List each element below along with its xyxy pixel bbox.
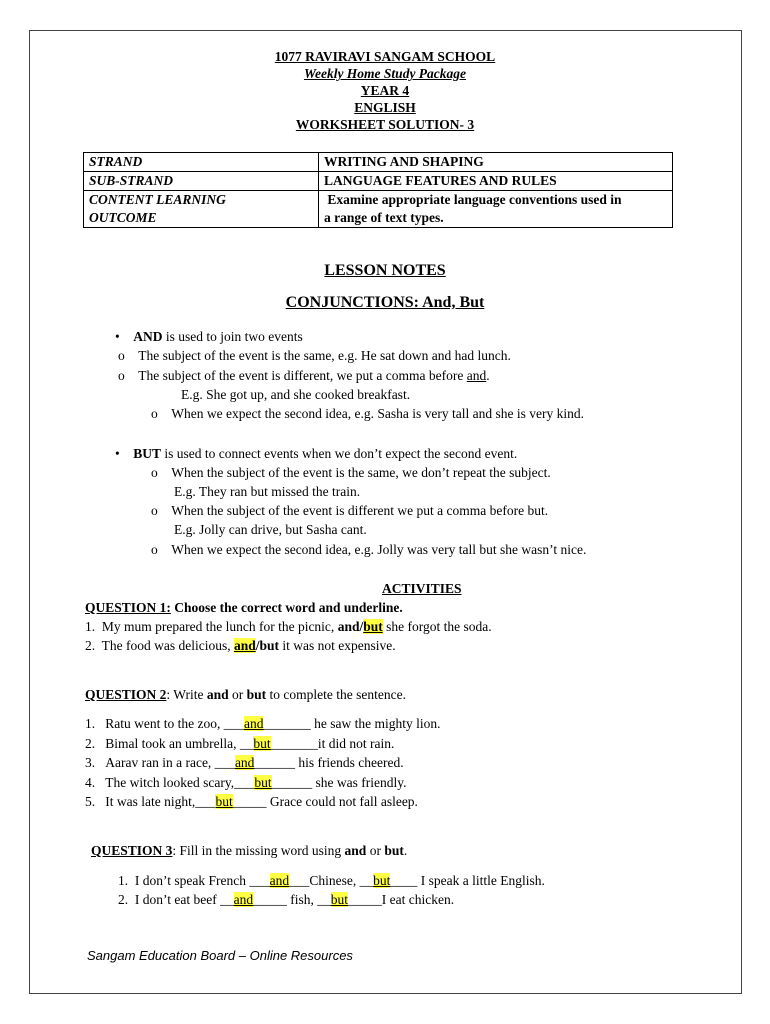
strand-table bbox=[83, 152, 673, 228]
question-3-item-2 bbox=[118, 891, 454, 908]
item-answer: but bbox=[253, 736, 271, 751]
item-answer: and bbox=[234, 755, 255, 770]
question-1-heading bbox=[85, 599, 403, 616]
q2-text-c: to complete the sentence. bbox=[266, 687, 406, 702]
outcome-label-line-1: CONTENT LEARNING bbox=[84, 191, 319, 210]
outcome-value-line-1: Examine appropriate language conventions used in bbox=[319, 191, 673, 210]
bullet-icon: • bbox=[115, 329, 134, 344]
q3-item-1-answer-2: but bbox=[373, 873, 391, 888]
item-text: The witch looked scary,___ bbox=[105, 775, 255, 790]
worksheet-title: WORKSHEET SOLUTION- 3 bbox=[295, 117, 475, 132]
substrand-value: LANGUAGE FEATURES AND RULES bbox=[319, 172, 673, 191]
question-1-item-1 bbox=[85, 618, 492, 635]
item-text: It was late night,___ bbox=[105, 794, 216, 809]
circle-bullet-icon: o bbox=[151, 406, 172, 421]
q1-item-2-end: it was not expensive. bbox=[279, 638, 396, 653]
item-answer: but bbox=[254, 775, 272, 790]
and-sub-3-text: When we expect the second idea, e.g. Sasha is very tall and she is very kind. bbox=[171, 406, 584, 421]
activities-title: ACTIVITIES bbox=[382, 581, 462, 596]
but-example-2: E.g. Jolly can drive, but Sasha cant. bbox=[174, 522, 367, 537]
q3-item-2-answer-1: and bbox=[233, 892, 254, 907]
item-number: 3. bbox=[85, 755, 96, 770]
q1-item-1-answer: but bbox=[363, 619, 383, 634]
item-text-end: ______ she was friendly. bbox=[271, 775, 407, 790]
q3-or: or bbox=[366, 843, 385, 858]
circle-bullet-icon: o bbox=[151, 542, 172, 557]
but-sub-2-text: When the subject of the event is different we put a comma before but. bbox=[171, 503, 549, 518]
question-2-item-1 bbox=[85, 715, 440, 732]
circle-bullet-icon: o bbox=[151, 503, 172, 518]
q3-item-2-answer-2: but bbox=[330, 892, 348, 907]
question-1-label: QUESTION 1: bbox=[85, 600, 171, 615]
item-answer: but bbox=[215, 794, 233, 809]
and-sub-3 bbox=[151, 405, 584, 422]
and-sub-2-underlined: and bbox=[466, 368, 487, 383]
and-keyword: AND bbox=[133, 329, 163, 344]
item-number: 1. bbox=[85, 716, 96, 731]
q3-item-2-text: 2. I don’t eat beef __ bbox=[118, 892, 234, 907]
q3-item-1-end: ____ I speak a little English. bbox=[390, 873, 545, 888]
and-sub-2-text: The subject of the event is different, we put a comma before bbox=[138, 368, 467, 383]
q1-item-1-text: 1. My mum prepared the lunch for the picnic, bbox=[85, 619, 338, 634]
item-text-end: _______ he saw the mighty lion. bbox=[263, 716, 441, 731]
item-text-end: ______ his friends cheered. bbox=[254, 755, 404, 770]
item-text: Ratu went to the zoo, ___ bbox=[105, 716, 244, 731]
question-1-item-2 bbox=[85, 637, 396, 654]
circle-bullet-icon: o bbox=[118, 368, 139, 383]
q2-text-a: : Write bbox=[166, 687, 207, 702]
question-3-label: QUESTION 3 bbox=[91, 843, 173, 858]
and-sub-2 bbox=[118, 367, 490, 384]
q1-item-1-end: she forgot the soda. bbox=[382, 619, 492, 634]
question-2-heading bbox=[85, 686, 406, 703]
q3-text-a: : Fill in the missing word using bbox=[172, 843, 345, 858]
footer-text: Sangam Education Board – Online Resources bbox=[87, 948, 353, 963]
outcome-label-line-2: OUTCOME bbox=[84, 209, 319, 228]
but-keyword: BUT bbox=[133, 446, 161, 461]
but-sub-2 bbox=[151, 502, 548, 519]
and-sub-1 bbox=[118, 347, 511, 364]
lesson-subtitle: CONJUNCTIONS: And, But bbox=[285, 294, 485, 311]
q2-and: and bbox=[206, 687, 229, 702]
item-text-end: _____ Grace could not fall asleep. bbox=[232, 794, 418, 809]
q3-item-1-mid: ___Chinese, __ bbox=[289, 873, 374, 888]
and-rule bbox=[115, 328, 303, 345]
year-label: YEAR 4 bbox=[360, 83, 410, 98]
but-sub-1-text: When the subject of the event is the same, we don’t repeat the subject. bbox=[171, 465, 551, 480]
item-text: Aarav ran in a race, ___ bbox=[105, 755, 235, 770]
q3-item-1-answer-1: and bbox=[269, 873, 290, 888]
and-sub-2-period: . bbox=[486, 368, 490, 383]
bullet-icon: • bbox=[115, 446, 134, 461]
but-rule-text: is used to connect events when we don’t expect the second event. bbox=[161, 446, 518, 461]
circle-bullet-icon: o bbox=[118, 348, 139, 363]
school-name: 1077 RAVIRAVI SANGAM SCHOOL bbox=[274, 49, 496, 64]
question-3-heading bbox=[91, 842, 407, 859]
worksheet-header bbox=[0, 48, 770, 133]
but-sub-3-text: When we expect the second idea, e.g. Jolly was very tall but she wasn’t nice. bbox=[171, 542, 587, 557]
item-number: 2. bbox=[85, 736, 96, 751]
q1-item-2-option-but: /but bbox=[255, 638, 280, 653]
q2-but: but bbox=[246, 687, 267, 702]
and-example: E.g. She got up, and she cooked breakfast. bbox=[181, 387, 411, 402]
q2-or: or bbox=[228, 687, 247, 702]
and-rule-text: is used to join two events bbox=[162, 329, 303, 344]
q3-item-2-end: _____I eat chicken. bbox=[347, 892, 455, 907]
but-example-1: E.g. They ran but missed the train. bbox=[174, 484, 361, 499]
question-2-label: QUESTION 2 bbox=[85, 687, 167, 702]
but-sub-1 bbox=[151, 464, 551, 481]
item-answer: and bbox=[243, 716, 264, 731]
question-1-instruction: Choose the correct word and underline. bbox=[170, 600, 403, 615]
item-text-end: _______it did not rain. bbox=[270, 736, 395, 751]
but-sub-3 bbox=[151, 541, 586, 558]
q1-item-2-answer: and bbox=[233, 638, 256, 653]
item-number: 5. bbox=[85, 794, 96, 809]
question-2-item-2 bbox=[85, 735, 394, 752]
q3-item-1-text: 1. I don’t speak French ___ bbox=[118, 873, 270, 888]
question-2-item-5 bbox=[85, 793, 418, 810]
subject-label: ENGLISH bbox=[354, 100, 416, 115]
q1-item-1-option-and: and/ bbox=[337, 619, 364, 634]
q1-item-2-text: 2. The food was delicious, bbox=[85, 638, 234, 653]
item-text: Bimal took an umbrella, __ bbox=[105, 736, 254, 751]
q3-but: but bbox=[384, 843, 404, 858]
but-rule bbox=[115, 445, 517, 462]
question-3-item-1 bbox=[118, 872, 545, 889]
outcome-value-line-2: a range of text types. bbox=[319, 209, 673, 228]
question-2-item-4 bbox=[85, 774, 406, 791]
strand-label: STRAND bbox=[84, 153, 319, 172]
q3-item-2-mid: _____ fish, __ bbox=[253, 892, 331, 907]
lesson-title: LESSON NOTES bbox=[324, 262, 446, 279]
package-name: Weekly Home Study Package bbox=[303, 66, 467, 81]
question-2-item-3 bbox=[85, 754, 404, 771]
q3-and: and bbox=[344, 843, 367, 858]
circle-bullet-icon: o bbox=[151, 465, 172, 480]
and-sub-1-text: The subject of the event is the same, e.g. He sat down and had lunch. bbox=[138, 348, 511, 363]
q3-text-c: . bbox=[403, 843, 408, 858]
strand-value: WRITING AND SHAPING bbox=[319, 153, 673, 172]
substrand-label: SUB-STRAND bbox=[84, 172, 319, 191]
item-number: 4. bbox=[85, 775, 96, 790]
